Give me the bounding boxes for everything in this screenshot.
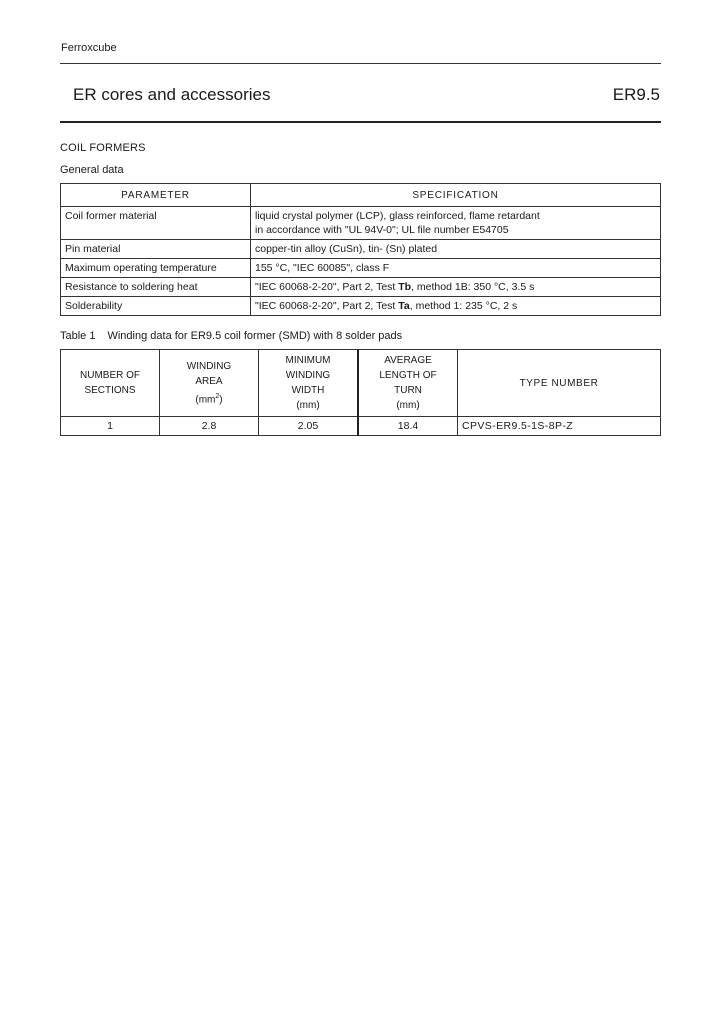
- spec-cell: [251, 297, 661, 316]
- header-avg-turn: [358, 350, 458, 417]
- header-specification: SPECIFICATION: [251, 184, 661, 207]
- spec-cell: [251, 207, 661, 240]
- parameter-cell: Resistance to soldering heat: [61, 278, 251, 297]
- header-line: MINIMUM: [285, 355, 331, 366]
- spec-cell: [251, 278, 661, 297]
- winding-data-table: [60, 349, 661, 436]
- table-row: [61, 297, 661, 316]
- table-row: [61, 417, 661, 436]
- turn-cell: 18.4: [358, 417, 458, 436]
- header-unit: (mm): [296, 400, 320, 411]
- header-line: WINDING: [285, 370, 331, 381]
- header-line: LENGTH OF: [379, 370, 437, 381]
- header-line: NUMBER OF: [80, 370, 140, 381]
- spec-text: , method 1: 235 °C, 2 s: [409, 300, 518, 312]
- header-unit: [164, 389, 254, 407]
- table-row: [61, 259, 661, 278]
- parameter-cell: Coil former material: [61, 207, 251, 240]
- spec-line: in accordance with "UL 94V-0"; UL file number E54705: [255, 224, 509, 236]
- subsection-heading: General data: [60, 164, 124, 176]
- caption-label: Table 1: [60, 330, 96, 342]
- product-code: ER9.5: [612, 85, 660, 104]
- parameter-cell: Pin material: [61, 240, 251, 259]
- spec-cell: 155 °C, "IEC 60085", class F: [251, 259, 661, 278]
- table-header-row: [61, 350, 661, 417]
- table-row: [61, 207, 661, 240]
- header-line: TURN: [394, 385, 422, 396]
- section-heading: COIL FORMERS: [60, 142, 146, 154]
- header-line: SECTIONS: [84, 385, 136, 396]
- table-row: [61, 278, 661, 297]
- table-row: [61, 240, 661, 259]
- title-rule: [60, 121, 661, 123]
- unit-superscript: 2: [215, 392, 220, 400]
- page-title: ER cores and accessories: [73, 85, 271, 104]
- spec-text: "IEC 60068-2-20", Part 2, Test: [255, 281, 399, 293]
- type-number-cell: CPVS-ER9.5-1S-8P-Z: [458, 417, 661, 436]
- caption-text: Winding data for ER9.5 coil former (SMD) with 8 solder pads: [107, 330, 403, 342]
- spec-text: "IEC 60068-2-20", Part 2, Test: [255, 300, 399, 312]
- unit-text: ): [219, 394, 223, 406]
- header-sections: [61, 350, 160, 417]
- header-line: WIDTH: [291, 385, 325, 396]
- unit-text: (mm: [195, 394, 216, 406]
- header-line: AREA: [195, 375, 223, 387]
- spec-text: , method 1B: 350 °C, 3.5 s: [411, 281, 535, 293]
- spec-cell: copper-tin alloy (CuSn), tin- (Sn) plated: [251, 240, 661, 259]
- header-type-number: TYPE NUMBER: [458, 350, 661, 417]
- table-header-row: [61, 184, 661, 207]
- sections-cell: 1: [61, 417, 160, 436]
- area-cell: 2.8: [160, 417, 259, 436]
- header-line: WINDING: [186, 360, 232, 372]
- header-min-width: [259, 350, 359, 417]
- width-cell: 2.05: [259, 417, 359, 436]
- company-name: Ferroxcube: [61, 42, 117, 54]
- parameter-cell: Solderability: [61, 297, 251, 316]
- header-winding-area: [160, 350, 259, 417]
- spec-line: liquid crystal polymer (LCP), glass reinforced, flame retardant: [255, 210, 540, 222]
- test-code: Tb: [398, 281, 412, 293]
- header-unit: (mm): [396, 400, 420, 411]
- table-caption: [60, 330, 402, 342]
- general-data-table: [60, 183, 661, 316]
- test-code: Ta: [398, 300, 410, 312]
- header-parameter: PARAMETER: [61, 184, 251, 207]
- header-line: AVERAGE: [384, 355, 432, 366]
- parameter-cell: Maximum operating temperature: [61, 259, 251, 278]
- header-rule: [60, 63, 661, 64]
